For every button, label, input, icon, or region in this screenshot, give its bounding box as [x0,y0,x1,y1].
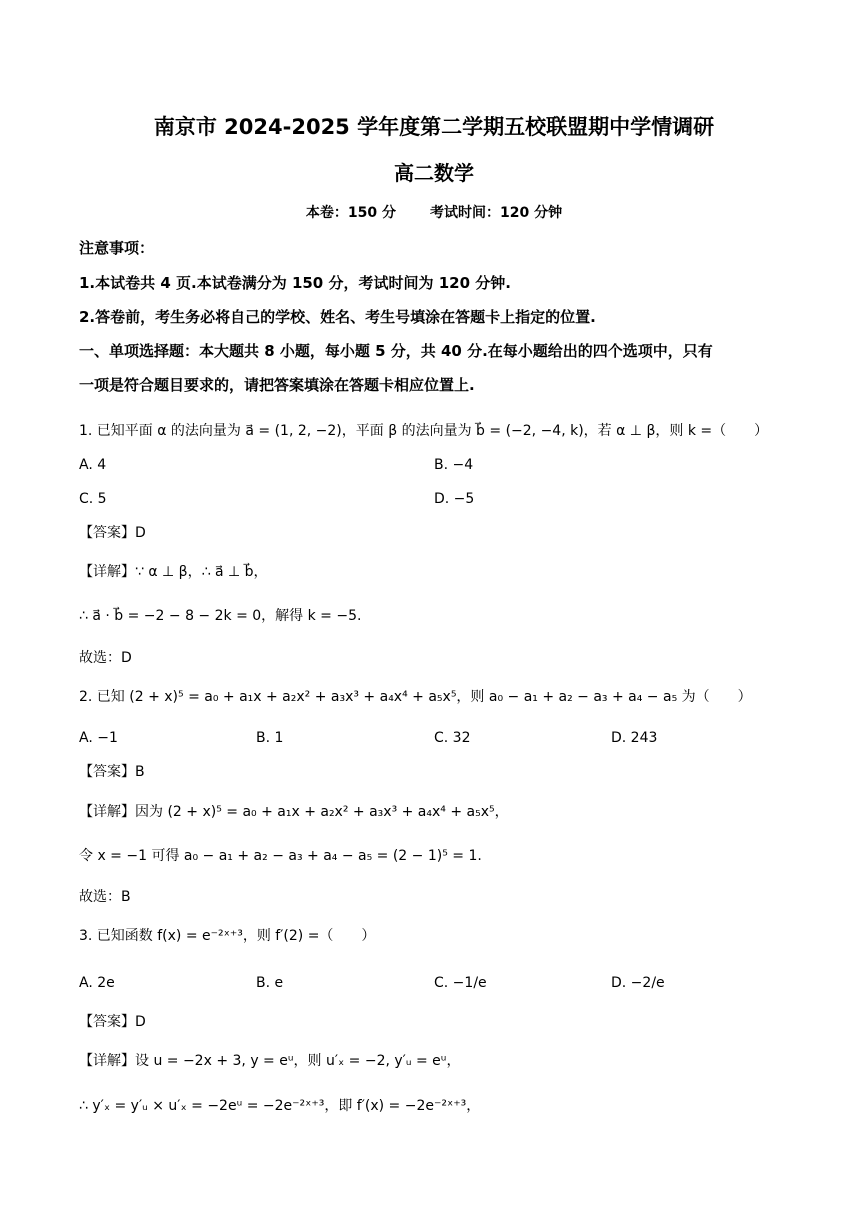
question-stem: 2. 已知 (2 + x)⁵ = a₀ + a₁x + a₂x² + a₃x³ + a₄x⁴ + a₅x⁵，则 a₀ − a₁ + a₂ − a₃ + a₄ − a₅ 为（ ） [79,689,752,705]
page-title: 南京市 2024-2025 学年度第二学期五校联盟期中学情调研 [153,115,715,139]
option-b: B. −4 [434,457,474,473]
answer-label: 【答案】D [79,1014,146,1030]
option-b: B. 1 [256,730,284,746]
option-a: A. 4 [79,457,107,473]
option-a: A. −1 [79,730,118,746]
choice-line: 故选：B [79,889,131,905]
notice-heading: 注意事项： [79,239,155,257]
section-heading: 一、单项选择题：本大题共 8 小题，每小题 5 分，共 40 分.在每小题给出的四个选项中，只有 [79,342,713,360]
exam-meta [0,203,868,223]
solution-line: ∴ a⃗ · b⃗ = −2 − 8 − 2k = 0，解得 k = −5. [79,608,362,624]
option-c: C. −1/e [434,975,487,991]
notice-item: 2.答卷前，考生务必将自己的学校、姓名、考生号填涂在答题卡上指定的位置. [79,308,596,326]
notice-item: 1.本试卷共 4 页.本试卷满分为 150 分，考试时间为 120 分钟. [79,274,511,292]
question-stem: 3. 已知函数 f(x) = e⁻²ˣ⁺³，则 f′(2) =（ ） [79,928,376,944]
option-d: D. −5 [434,491,475,507]
exam-time: 考试时间：120 分钟 [430,205,563,221]
solution-line: 令 x = −1 可得 a₀ − a₁ + a₂ − a₃ + a₄ − a₅ = (2 − 1)⁵ = 1. [79,848,482,864]
solution-line: ∴ y′ₓ = y′ᵤ × u′ₓ = −2eᵘ = −2e⁻²ˣ⁺³，即 f′(x) = −2e⁻²ˣ⁺³， [79,1098,481,1114]
solution-line: 【详解】设 u = −2x + 3, y = eᵘ，则 u′ₓ = −2, y′ᵤ = eᵘ， [79,1053,461,1069]
choice-line: 故选：D [79,650,132,666]
solution-line: 【详解】∵ α ⊥ β，∴ a⃗ ⊥ b⃗， [79,564,268,580]
question-stem: 1. 已知平面 α 的法向量为 a⃗ = (1, 2, −2)，平面 β 的法向量为 b⃗ = (−2, −4, k)，若 α ⊥ β，则 k =（ ） [79,423,769,439]
option-d: D. 243 [611,730,658,746]
solution-line: 【详解】因为 (2 + x)⁵ = a₀ + a₁x + a₂x² + a₃x³ + a₄x⁴ + a₅x⁵， [79,804,509,820]
option-d: D. −2/e [611,975,665,991]
option-c: C. 5 [79,491,107,507]
option-c: C. 32 [434,730,471,746]
total-score: 本卷：150 分 [305,205,396,221]
option-b: B. e [256,975,284,991]
answer-label: 【答案】B [79,764,145,780]
section-heading-cont: 一项是符合题目要求的，请把答案填涂在答题卡相应位置上. [79,376,475,394]
option-a: A. 2e [79,975,115,991]
page-subtitle: 高二数学 [394,161,474,185]
answer-label: 【答案】D [79,525,146,541]
